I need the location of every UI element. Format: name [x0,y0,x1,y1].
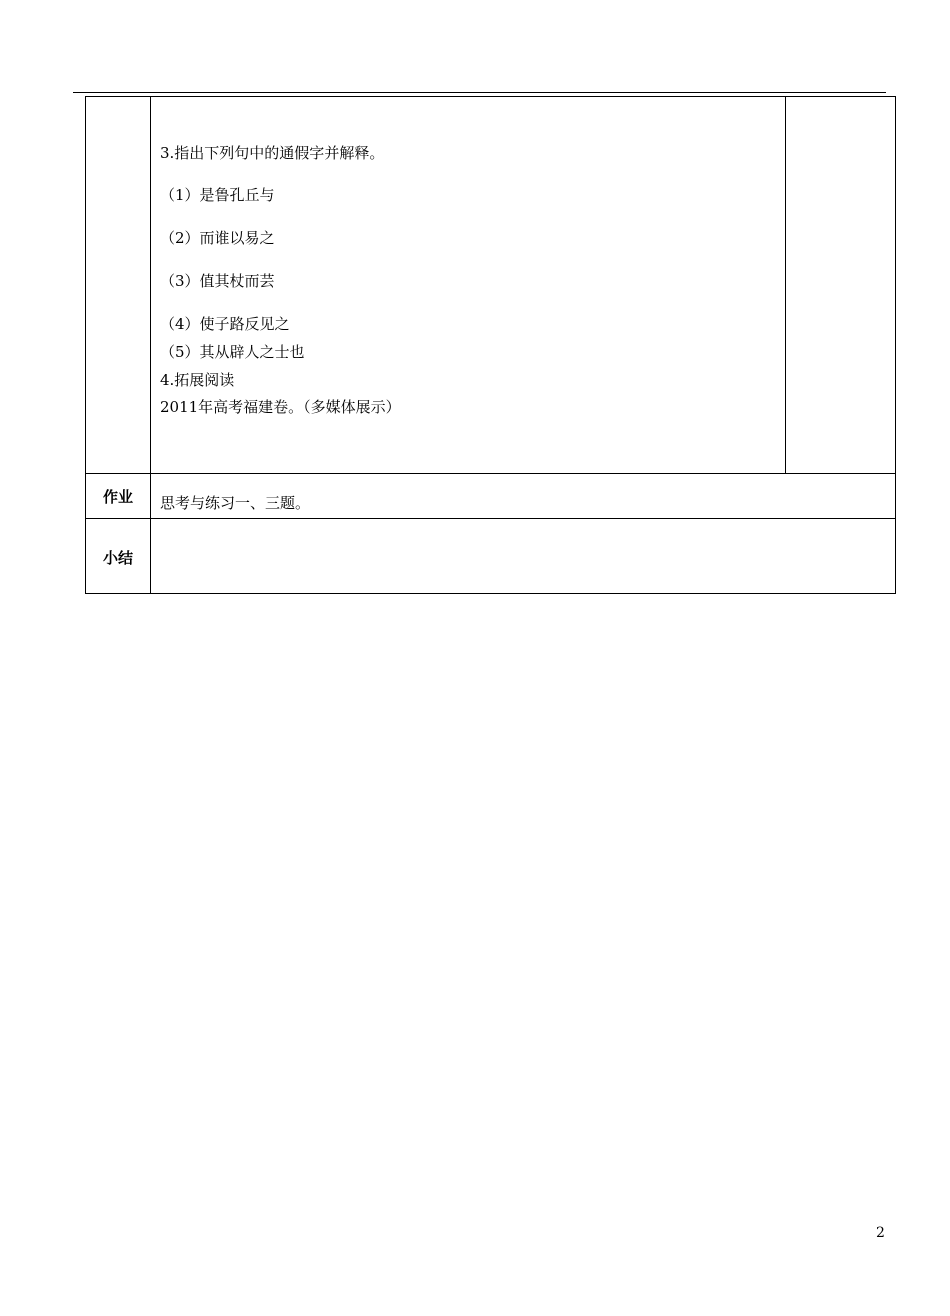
table-row-divider-2 [85,518,896,519]
lesson-line: 4.拓展阅读 [160,371,235,389]
lesson-line: （1）是鲁孔丘与 [160,186,275,204]
table-column-divider-1 [150,96,151,594]
lesson-line: （3）值其杖而芸 [160,272,275,290]
lesson-line: （5）其从辟人之士也 [160,343,305,361]
lesson-line: （4）使子路反见之 [160,315,290,333]
homework-text: 思考与练习一、三题。 [160,494,311,512]
table-column-divider-2 [785,96,786,474]
homework-label: 作业 [102,488,133,506]
table-border-top [85,96,896,97]
header-rule [73,92,886,93]
summary-label: 小结 [102,549,133,567]
table-border-bottom [85,593,896,594]
lesson-line: 3.指出下列句中的通假字并解释。 [160,144,385,162]
lesson-line: （2）而谁以易之 [160,229,275,247]
table-border-left [85,96,86,594]
table-border-right [895,96,896,594]
lesson-line: 2011年高考福建卷。（多媒体展示） [160,398,401,416]
table-row-divider-1 [85,473,896,474]
page-number: 2 [876,1225,885,1241]
